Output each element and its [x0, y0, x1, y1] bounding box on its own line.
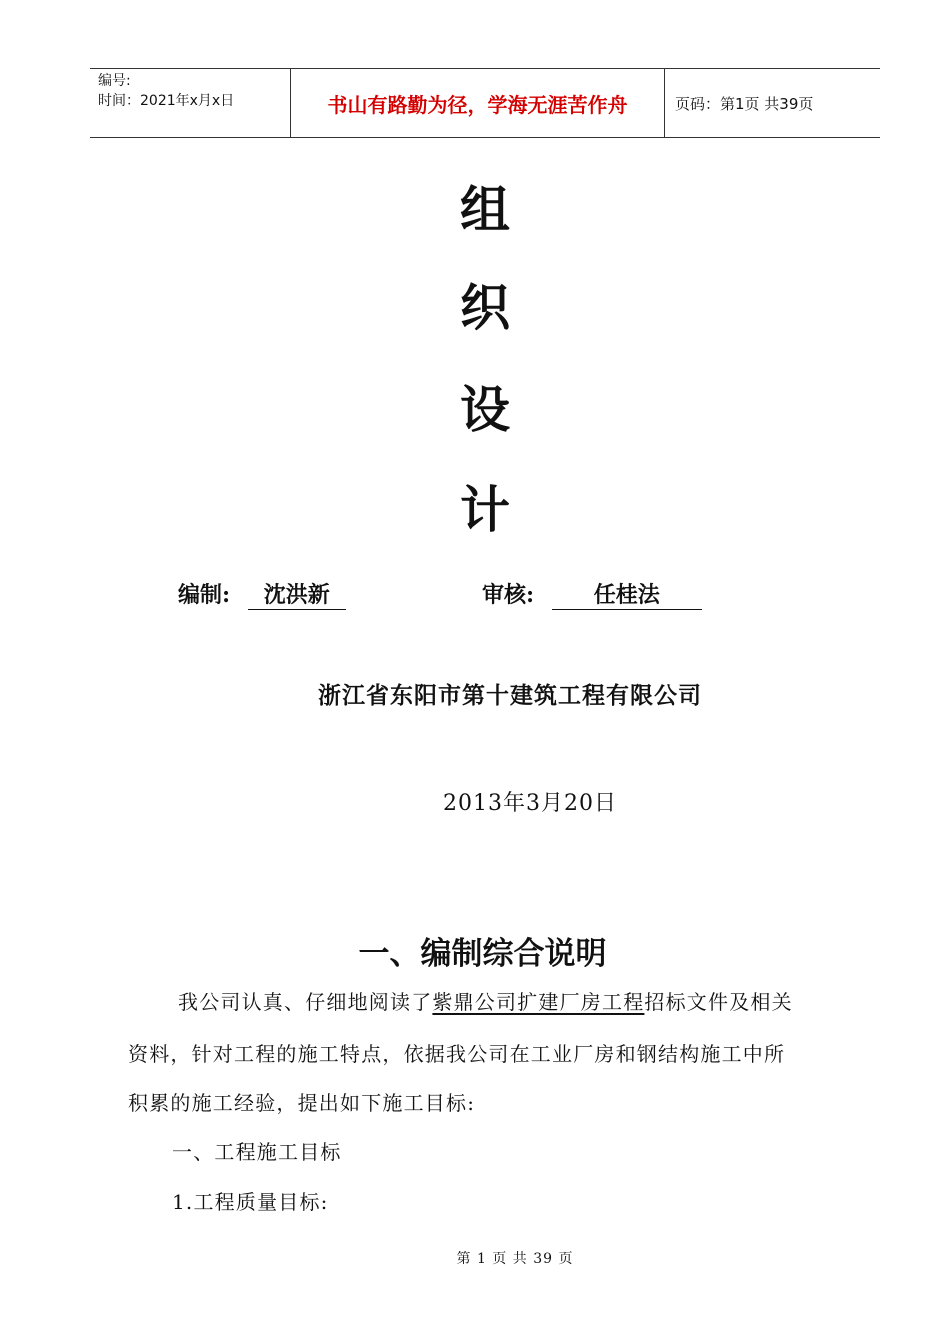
title-char-3: 设 [460, 380, 510, 439]
document-date: 2013年3月20日 [443, 791, 617, 816]
list-item-1: 1.工程质量目标: [172, 1190, 329, 1214]
editor-signature [178, 578, 346, 610]
page-header [90, 68, 880, 138]
project-name: 紫鼎公司扩建厂房工程 [432, 990, 645, 1014]
doc-number-label: 编号: [98, 73, 131, 89]
title-char-2: 织 [460, 278, 510, 337]
reviewer-signature [482, 578, 702, 610]
page-footer: 第 1 页 共 39 页 [456, 1251, 574, 1267]
para1-end: 招标文件及相关 [644, 990, 793, 1014]
reviewer-label: 审核: [482, 582, 535, 608]
section-title: 一、编制综合说明 [358, 936, 607, 972]
para1-start: 我公司认真、仔细地阅读了 [178, 990, 433, 1014]
editor-label: 编制: [178, 582, 231, 608]
paragraph-line-2: 资料，针对工程的施工特点，依据我公司在工业厂房和钢结构施工中所 [128, 1042, 786, 1066]
reviewer-name: 任桂法 [552, 578, 702, 610]
title-char-1: 组 [460, 180, 510, 239]
company-name: 浙江省东阳市第十建筑工程有限公司 [318, 682, 702, 709]
header-meta [90, 69, 290, 137]
header-page-info: 页码：第1页 共39页 [675, 94, 814, 113]
subheading: 一、工程施工目标 [172, 1140, 342, 1164]
editor-name: 沈洪新 [248, 578, 346, 610]
doc-time: 时间：2021年x月x日 [98, 93, 235, 109]
title-char-4: 计 [460, 480, 510, 539]
paragraph-line-3: 积累的施工经验，提出如下施工目标: [128, 1091, 476, 1115]
paragraph-line-1 [178, 986, 898, 1015]
header-motto: 书山有路勤为径，学海无涯苦作舟 [290, 69, 665, 137]
